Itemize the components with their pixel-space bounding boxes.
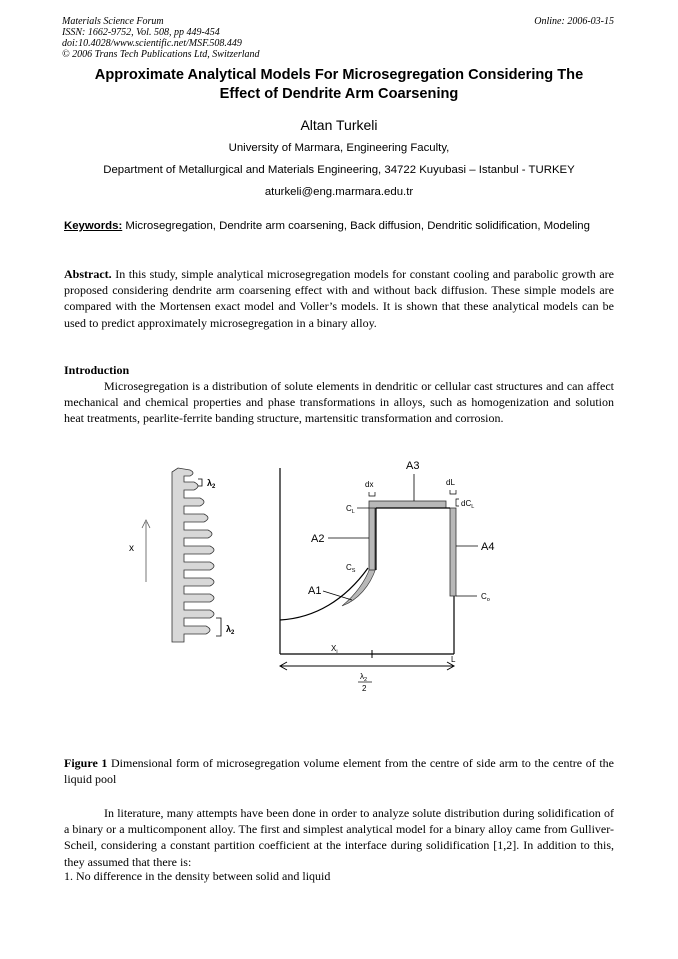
assumption-list-item-1: 1. No difference in the density between solid and liquid [64, 869, 331, 883]
label-l: L [451, 655, 456, 664]
introduction-paragraph: Microsegregation is a distribution of solute elements in dendritic or cellular cast structures and can affect mechanical and chemical properties and phase transformations in alloys, such as homogenization and solution heat treatments, pearlite-ferrite banding structure, martensitic transformation and corrosion. [64, 379, 614, 426]
label-a2: A2 [311, 533, 325, 545]
label-a3: A3 [406, 460, 420, 472]
x-axis-label: x [129, 543, 134, 554]
title-line-1: Approximate Analytical Models For Microsegregation Considering The [94, 67, 584, 83]
lambda2-label-bottom: $\lambda_2$ [226, 624, 235, 636]
abstract-label: Abstract. [64, 267, 112, 281]
affiliation-line-2: Department of Metallurgical and Materials Engineering, 34722 Kuyubasi – Istanbul - TURKEY [103, 164, 575, 176]
half-lambda-numerator: $\lambda_2$ [360, 672, 368, 683]
keywords [64, 219, 614, 234]
label-a4: A4 [481, 541, 495, 553]
dendrite-schematic [172, 468, 214, 642]
area-a4-bar [450, 508, 456, 596]
figure-1-caption-text: Dimensional form of microsegregation volume element from the centre of side arm to the centre of the liquid pool [64, 756, 614, 787]
journal-doi: doi:10.4028/www.scientific.net/MSF.508.449 [62, 38, 242, 49]
online-date: Online: 2006-03-15 [534, 16, 614, 27]
label-co: $C_o$ [481, 592, 490, 603]
title-line-2: Effect of Dendrite Arm Coarsening [219, 86, 459, 102]
label-a1: A1 [308, 585, 322, 597]
label-dx: dx [365, 480, 374, 489]
label-xi: $X_i$ [331, 644, 338, 655]
lambda2-label-top: $\lambda_2$ [207, 478, 216, 490]
dendrite-shape [172, 468, 214, 642]
label-cl: $C_L$ [346, 504, 355, 515]
journal-copyright: © 2006 Trans Tech Publications Ltd, Switzerland [62, 49, 260, 60]
area-a1-shading [342, 568, 376, 606]
abstract [64, 266, 614, 331]
figure-1-caption [64, 755, 614, 787]
literature-paragraph: In literature, many attempts have been done in order to analyze solute distribution during solidification of a binary or a multicomponent alloy. The first and simplest analytical model for a binary alloy came from Gulliver-Scheil, considering a constant partition coefficient at the interface during solidification [1,2]. In addition to this, they assumed that there is: [64, 806, 614, 869]
figure-1-diagram [120, 450, 520, 700]
label-cs: $C_S$ [346, 563, 356, 574]
journal-issn: ISSN: 1662-9752, Vol. 508, pp 449-454 [62, 27, 220, 38]
journal-name: Materials Science Forum [62, 16, 164, 27]
keywords-text: Microsegregation, Dendrite arm coarsening, Back diffusion, Dendritic solidification, Modeling [125, 220, 590, 232]
label-dcl: $dC_L$ [461, 499, 475, 510]
abstract-text: In this study, simple analytical microsegregation models for constant cooling and parabolic growth are proposed considering dendrite arm coarsening effect with and without back diffusion. These simple models are compared with the Mortensen exact model and Voller’s models. It is shown that these analytical models can be used to predict approximately microsegregation in a binary alloy. [64, 267, 614, 330]
lambda2-bracket-bottom [216, 618, 221, 636]
dx-bracket [369, 492, 375, 496]
area-a2-bar [369, 508, 375, 570]
label-dl: dL [446, 478, 455, 487]
affiliation-line-1: University of Marmara, Engineering Faculty, [228, 142, 450, 154]
dcl-bracket [456, 499, 459, 506]
lambda2-bracket-top [198, 479, 202, 486]
keywords-label: Keywords: [64, 220, 123, 232]
leader-a1 [323, 591, 352, 600]
paper-title [56, 66, 622, 104]
author: Altan Turkeli [300, 117, 378, 133]
journal-header [62, 16, 362, 60]
half-lambda-denominator: 2 [362, 684, 367, 693]
figure-1-caption-label: Figure 1 [64, 756, 108, 770]
area-a3-bar [369, 501, 446, 508]
introduction-heading: Introduction [64, 363, 130, 377]
dl-bracket [450, 490, 456, 494]
author-email: aturkeli@eng.marmara.edu.tr [264, 186, 414, 198]
